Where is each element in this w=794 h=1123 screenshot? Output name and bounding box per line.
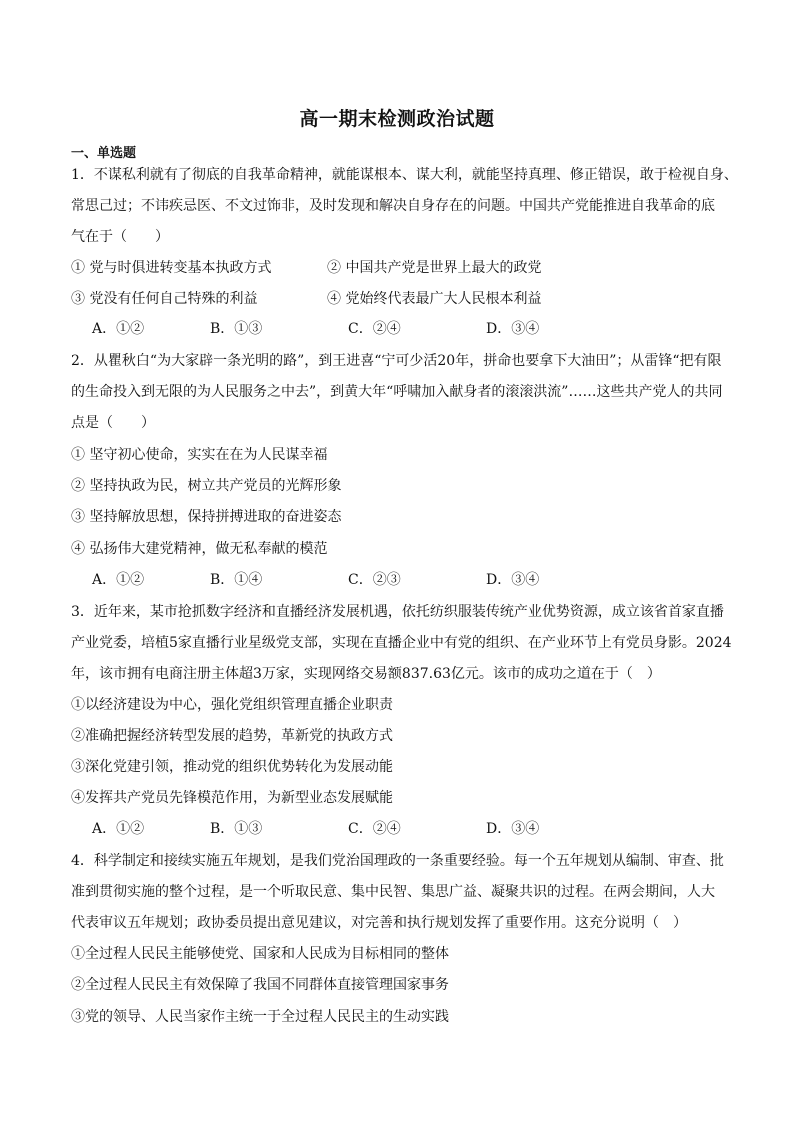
q3-answer-a: A．①②: [92, 821, 145, 837]
q1-stem-line: 1．不谋私利就有了彻底的自我革命精神，就能谋根本、谋大利，就能坚持真理、修正错误，敢于检视自身、: [71, 167, 738, 183]
q2-option-2: ② 坚持执政为民，树立共产党员的光辉形象: [71, 478, 342, 494]
q2-option-3: ③ 坚持解放思想，保持拼搏进取的奋进姿态: [71, 509, 342, 525]
q2-stem-line: 的生命投入到无限的为人民服务之中去”，到黄大年“呼啸加入献身者的滚滚洪流”……这些共产党人的共同: [71, 384, 723, 400]
q3-stem-line: 产业党委，培植5家直播行业星级党支部，实现在直播企业中有党的组织、在产业环节上有党员身影。2024: [71, 635, 732, 651]
q2-option-1: ① 坚守初心使命，实实在在为人民谋幸福: [71, 447, 328, 463]
page-title: 高一期末检测政治试题: [299, 108, 495, 130]
section-heading: 一、单选题: [71, 146, 137, 161]
q1-answer-b: B．①③: [210, 321, 263, 337]
q3-answer-b: B．①③: [210, 821, 263, 837]
q3-option-2: ②准确把握经济转型发展的趋势，革新党的执政方式: [71, 728, 393, 744]
q1-answer-d: D．③④: [486, 321, 540, 337]
q1-stem-line: 气在于（ ）: [71, 229, 169, 245]
q3-stem-line: 年，该市拥有电商注册主体超3万家，实现网络交易额837.63亿元。该市的成功之道在于（ ）: [71, 666, 661, 682]
q4-stem-line: 准到贯彻实施的整个过程，是一个听取民意、集中民智、集思广益、凝聚共识的过程。在两会期间，人大: [71, 884, 715, 900]
q1-stem-line: 常思己过；不讳疾忌医、不文过饰非，及时发现和解决自身存在的问题。中国共产党能推进自我革命的底: [71, 198, 715, 214]
q1-option-4: ④ 党始终代表最广大人民根本利益: [327, 291, 542, 307]
q4-option-2: ②全过程人民民主有效保障了我国不同群体直接管理国家事务: [71, 977, 449, 993]
q2-stem-line: 点是（ ）: [71, 415, 155, 431]
q4-stem-line: 4．科学制定和接续实施五年规划，是我们党治国理政的一条重要经验。每一个五年规划从编制、审查、批: [71, 853, 724, 869]
q3-option-1: ①以经济建设为中心，强化党组织管理直播企业职责: [71, 697, 393, 713]
q1-answer-a: A．①②: [92, 321, 145, 337]
q1-answer-c: C．②④: [348, 321, 401, 337]
q1-option-1: ① 党与时俱进转变基本执政方式: [71, 260, 272, 276]
q3-answer-d: D．③④: [486, 821, 540, 837]
q2-option-4: ④ 弘扬伟大建党精神，做无私奉献的模范: [71, 541, 328, 557]
q4-option-3: ③党的领导、人民当家作主统一于全过程人民民主的生动实践: [71, 1009, 449, 1025]
q3-option-4: ④发挥共产党员先锋模范作用，为新型业态发展赋能: [71, 790, 393, 806]
q3-stem-line: 3．近年来，某市抢抓数字经济和直播经济发展机遇，依托纺织服装传统产业优势资源，成立该省首家直播: [71, 604, 724, 620]
q2-answer-b: B．①④: [210, 572, 263, 588]
q2-answer-a: A．①②: [92, 572, 145, 588]
q2-answer-d: D．③④: [486, 572, 540, 588]
q4-option-1: ①全过程人民民主能够使党、国家和人民成为目标相同的整体: [71, 946, 449, 962]
q4-stem-line: 代表审议五年规划；政协委员提出意见建议，对完善和执行规划发挥了重要作用。这充分说明（ ）: [71, 915, 687, 931]
q2-answer-c: C．②③: [348, 572, 401, 588]
q3-answer-c: C．②④: [348, 821, 401, 837]
q2-stem-line: 2．从瞿秋白“为大家辟一条光明的路”，到王进喜“宁可少活20年，拼命也要拿下大油田”；从雷锋“把有限: [71, 353, 722, 369]
q1-option-3: ③ 党没有任何自己特殊的利益: [71, 291, 258, 307]
q1-option-2: ② 中国共产党是世界上最大的政党: [327, 260, 542, 276]
q3-option-3: ③深化党建引领，推动党的组织优势转化为发展动能: [71, 759, 393, 775]
